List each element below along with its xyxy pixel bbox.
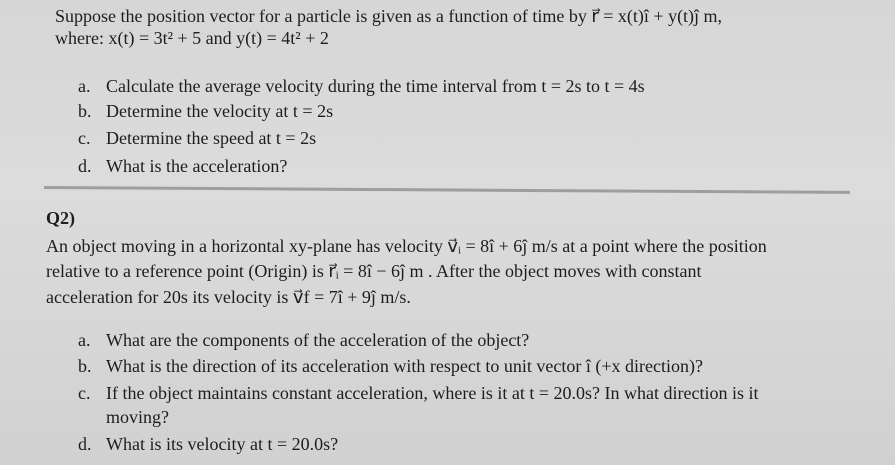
item-label: d.	[78, 156, 92, 176]
item-label: b.	[78, 356, 92, 376]
q2-item-d	[78, 434, 338, 454]
q1-intro-line-2: where: x(t) = 3t² + 5 and y(t) = 4t² + 2	[55, 28, 329, 48]
item-label: a.	[78, 76, 91, 96]
q1-intro-line-1: Suppose the position vector for a particle is given as a function of time by r⃗ = x(t)î + y(t)ĵ m,	[55, 6, 723, 26]
q1-item-c	[78, 128, 316, 148]
q2-item-c-continued	[78, 407, 169, 427]
item-text: moving?	[106, 407, 169, 427]
item-label: c.	[78, 383, 91, 403]
q2-paragraph-line-2: relative to a reference point (Origin) is r⃗ᵢ = 8î − 6ĵ m . After the object moves with constant	[46, 261, 702, 281]
item-text: What is the direction of its acceleration with respect to unit vector î (+x direction)?	[106, 356, 703, 376]
item-label: a.	[78, 330, 91, 350]
q2-paragraph-line-1: An object moving in a horizontal xy-plane has velocity v⃗ᵢ = 8î + 6ĵ m/s at a point where the position	[46, 236, 767, 256]
item-label: b.	[78, 101, 92, 121]
item-text: Determine the velocity at t = 2s	[106, 101, 334, 121]
q2-item-b	[78, 356, 703, 376]
q2-paragraph-line-3: acceleration for 20s its velocity is v⃗f = 7î + 9ĵ m/s.	[46, 287, 411, 307]
q2-title: Q2)	[46, 208, 75, 228]
item-label: c.	[78, 128, 91, 148]
q1-item-b	[78, 101, 333, 121]
item-label: d.	[78, 434, 92, 454]
q1-item-d	[78, 156, 287, 176]
item-text: What is its velocity at t = 20.0s?	[106, 434, 339, 454]
q1-item-a	[78, 76, 645, 96]
item-text: If the object maintains constant acceleration, where is it at t = 20.0s? In what direction is it	[106, 383, 759, 403]
q2-item-a	[78, 330, 529, 350]
q2-item-c	[78, 383, 758, 403]
item-text: Determine the speed at t = 2s	[106, 128, 317, 148]
section-divider	[44, 186, 850, 194]
item-text: What is the acceleration?	[106, 156, 288, 176]
item-text: Calculate the average velocity during the time interval from t = 2s to t = 4s	[106, 76, 645, 96]
item-text: What are the components of the acceleration of the object?	[106, 330, 530, 350]
